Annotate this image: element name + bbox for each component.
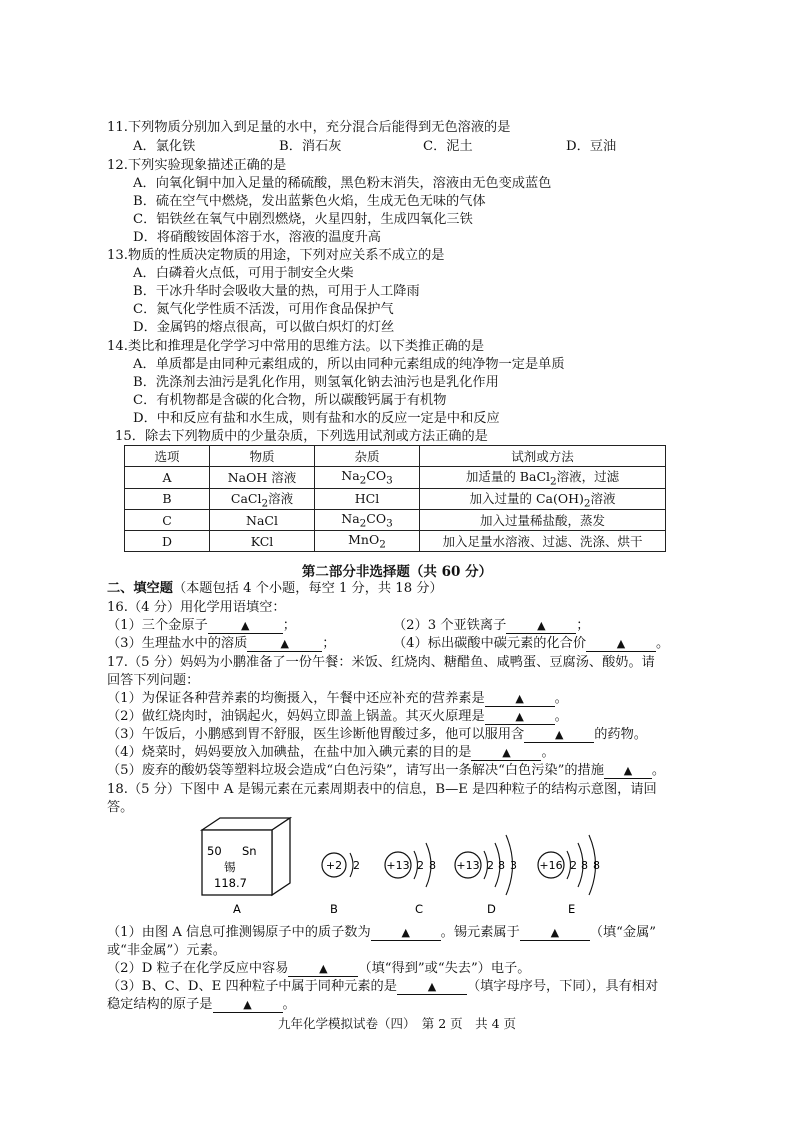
row-method: 加入足量水溶液、过滤、洗涤、烘干 [420,531,666,552]
row-method: 加适量的 BaCl$_2$溶液，过滤 [420,467,666,489]
q14-option-a: A．单质都是由同种元素组成的，所以由同种元素组成的纯净物一定是单质 [133,357,565,372]
answer-blank[interactable] [506,618,576,634]
row-impurity: $Na_2CO_3$ [315,467,420,489]
shell-electrons: 2 [353,859,360,872]
particle-e [538,835,600,916]
triangle-icon: ▲ [550,926,560,939]
particle-c [385,843,436,916]
shell-electrons: 8 [593,859,600,872]
q13-option-c: C．氮气化学性质不活泼，可用作食品保护气 [133,302,394,317]
element-symbol: Sn [242,844,257,858]
answer-blank[interactable] [586,636,656,652]
table-row [125,467,666,489]
q16-item-2: （2）3 个亚铁离子 ▲ ； [393,618,590,633]
q18-line-2: 答。 [107,800,134,815]
nucleus-charge: +13 [386,859,410,872]
atom-structure-diagram [190,815,620,920]
answer-blank[interactable] [247,636,322,652]
particle-d [455,835,517,916]
triangle-icon: ▲ [243,998,252,1011]
q17-item-1: （1）为保证各种营养素的均衡摄入，午餐中还应补充的营养素是 ▲ 。 [107,691,568,706]
q17-item-5: （5）废弃的酸奶袋等塑料垃圾会造成“白色污染”，请写出一条解决“白色污染”的措施 ▲ 。 [107,763,666,778]
row-substance: NaCl [210,510,315,531]
row-option: C [125,510,210,531]
answer-blank[interactable] [397,979,467,995]
answer-blank[interactable] [208,618,283,634]
q14-option-b: B．洗涤剂去油污是乳化作用，则氢氧化钠去油污也是乳化作用 [133,375,499,390]
table-row [125,510,666,531]
q12-option-a: A．向氧化铜中加入足量的稀硫酸，黑色粉末消失，溶液由无色变成蓝色 [133,176,552,191]
triangle-icon: ▲ [240,619,250,632]
q18-part-3-cont: 稳定结构的原子是 ▲ 。 [107,997,296,1012]
q14-option-c: C．有机物都是含碳的化合物，所以碳酸钙属于有机物 [133,393,447,408]
answer-blank[interactable] [604,763,652,779]
q12-option-b: B．硫在空气中燃烧，发出蓝紫色火焰，生成无色无味的气体 [133,194,486,209]
row-method: 加入过量的 $Ca(OH)_2$溶液 [420,488,666,510]
q15-table [124,445,666,552]
particle-b [322,853,360,916]
particle-label: C [415,902,424,916]
triangle-icon: ▲ [554,728,564,741]
page-footer: 九年化学模拟试卷（四） 第 2 页 共 4 页 [277,1016,517,1031]
triangle-icon: ▲ [319,962,328,975]
q18-line-1: 18.（5 分）下图中 A 是锡元素在元素周期表中的信息，B—E 是四种粒子的结构示意图，请回 [107,782,657,797]
part2-title: 第二部分非选择题（共 60 分） [301,564,493,580]
atomic-number: 50 [207,844,222,858]
q17-line-2: 回答下列问题： [107,673,200,688]
q18-part-1: （1）由图 A 信息可推测锡原子中的质子数为 ▲ 。锡元素属于 ▲ （填“金属” [107,925,657,940]
answer-blank[interactable] [524,727,594,743]
q17-line-1: 17.（5 分）妈妈为小鹏准备了一份午餐：米饭、红烧肉、糖醋鱼、咸鸭蛋、豆腐汤、酸奶。请 [107,655,655,670]
q12-stem: 12.下列实验现象描述正确的是 [107,158,287,173]
header-method: 试剂或方法 [420,446,666,467]
q13-option-d: D．金属钨的熔点很高，可以做白炽灯的灯丝 [133,320,395,335]
shell-electrons: 8 [498,859,505,872]
q11-option-c: C．泥土 [423,139,473,154]
triangle-icon: ▲ [280,637,289,650]
q18-part-3: （3）B、C、D、E 四种粒子中属于同种元素的是 ▲ （填字母序号，下同），具有相对 [107,979,659,994]
q11-stem: 11.下列物质分别加入到足量的水中，充分混合后能得到无色溶液的是 [107,120,511,135]
triangle-icon: ▲ [515,692,524,705]
header-option: 选项 [125,446,210,467]
table-row [125,488,666,510]
answer-blank[interactable] [288,961,358,977]
q17-item-3: （3）午饭后，小鹏感到胃不舒服，医生诊断他胃酸过多，他可以服用含 ▲ 的药物。 [107,727,647,742]
row-impurity: HCl [315,488,420,510]
shell-electrons: 3 [510,859,517,872]
q13-stem: 13.物质的性质决定物质的用途，下列对应关系不成立的是 [107,248,445,263]
shell-electrons: 2 [417,859,424,872]
row-substance: NaOH 溶液 [210,467,315,489]
particle-label: D [487,902,496,916]
answer-blank[interactable] [485,709,555,725]
row-impurity: MnO$_2$ [315,531,420,552]
q11-option-d: D．豆油 [566,139,617,154]
q13-option-a: A．白磷着火点低，可用于制安全火柴 [133,266,354,281]
q18-part-1-cont: 或“非金属”）元素。 [107,943,226,958]
triangle-icon: ▲ [515,710,524,723]
nucleus-charge: +2 [325,859,343,872]
answer-blank[interactable] [520,925,590,941]
row-option: A [125,467,210,489]
row-impurity: $Na_2CO_3$ [315,510,420,531]
triangle-icon: ▲ [623,764,633,777]
shell-electrons: 2 [570,859,577,872]
triangle-icon: ▲ [616,637,626,650]
table-row [125,531,666,552]
q16-item-3: （3）生理盐水中的溶质 ▲ ； [107,636,336,651]
header-impurity: 杂质 [315,446,420,467]
q14-option-d: D．中和反应有盐和水生成，则有盐和水的反应一定是中和反应 [133,411,500,426]
row-option: D [125,531,210,552]
shell-electrons: 8 [581,859,588,872]
table-header-row [125,446,666,467]
q12-option-c: C．铝铁丝在氧气中剧烈燃烧，火星四射，生成四氧化三铁 [133,212,473,227]
shell-electrons: 2 [487,859,494,872]
q17-item-4: （4）烧菜时，妈妈要放入加碘盐，在盐中加入碘元素的目的是 ▲ 。 [107,745,555,760]
answer-blank[interactable] [471,745,541,761]
cube-label: A [233,902,241,916]
q11-option-b: B．消石灰 [279,139,342,154]
q15-stem: 15．除去下列物质中的少量杂质，下列选用试剂或方法正确的是 [115,429,488,444]
answer-blank[interactable] [213,997,283,1013]
q17-item-2: （2）做红烧肉时，油锅起火，妈妈立即盖上锅盖。其灭火原理是 ▲ 。 [107,709,568,724]
header-substance: 物质 [210,446,315,467]
shell-electrons: 8 [429,859,436,872]
q16-stem: 16.（4 分）用化学用语填空： [107,600,286,615]
nucleus-charge: +13 [456,859,480,872]
particle-label: E [568,902,576,916]
q13-option-b: B．干冰升华时会吸收大量的热，可用于人工降雨 [133,284,420,299]
triangle-icon: ▲ [537,619,546,632]
element-name: 锡 [224,860,236,874]
triangle-icon: ▲ [401,926,410,939]
answer-blank[interactable] [371,925,441,941]
nucleus-charge: +16 [539,859,563,872]
row-method: 加入过量稀盐酸，蒸发 [420,510,666,531]
row-substance: KCl [210,531,315,552]
q16-item-4: （4）标出碳酸中碳元素的化合价 ▲ 。 [393,636,670,651]
q11-option-a: A．氯化铁 [133,139,196,154]
q12-option-d: D．将硝酸铵固体溶于水，溶液的温度升高 [133,230,381,245]
atomic-mass: 118.7 [214,876,247,890]
q18-part-2: （2）D 粒子在化学反应中容易 ▲ （填“得到”或“失去”）电子。 [107,961,531,976]
answer-blank[interactable] [485,691,555,707]
triangle-icon: ▲ [502,746,511,759]
particle-label: B [330,902,338,916]
triangle-icon: ▲ [427,980,437,993]
fill-heading: 二、填空题（本题包括 4 个小题，每空 1 分，共 18 分） [107,581,443,596]
q16-item-1: （1）三个金原子 ▲ ； [107,618,296,633]
element-cube [202,818,290,895]
row-option: B [125,488,210,510]
row-substance: CaCl$_2$溶液 [210,488,315,510]
q14-stem: 14.类比和推理是化学学习中常用的思维方法。以下类推正确的是 [107,339,485,354]
